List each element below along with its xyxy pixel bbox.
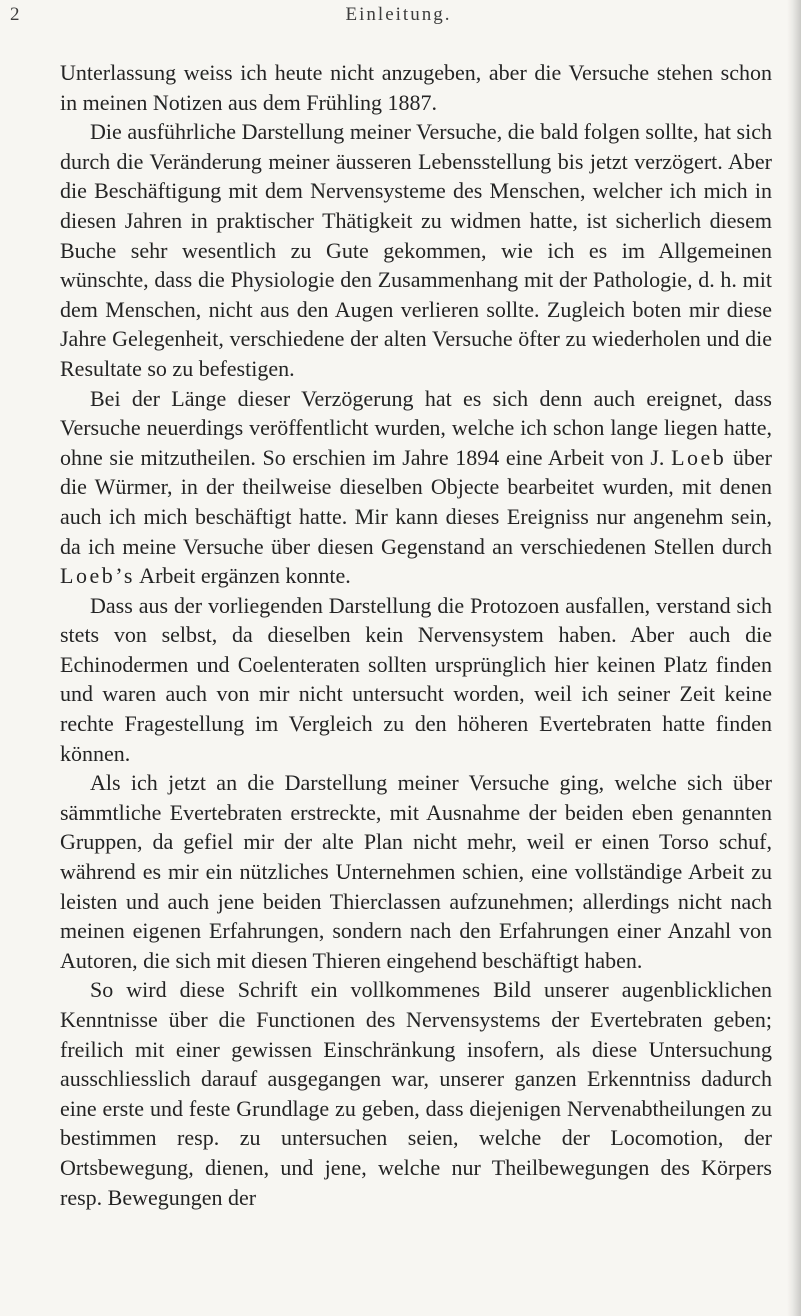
running-head-title: Einleitung. [345, 4, 452, 25]
paragraph-5: Als ich jetzt an die Darstellung meiner Versuche ging, welche sich über sämmtliche Evertebraten erstreckte, mit Ausnahme der beiden eben genannten Gruppen, da gefiel mir der alte Plan nicht mehr, weil er einen Torso schuf, während es mir ein nützliches Unternehmen schien, eine vollständige Arbeit zu leisten und auch jene beiden Thierclassen aufzunehmen; allerdings nicht nach meinen eigenen Erfahrungen, sondern nach den Erfahrungen einer Anzahl von Autoren, die sich mit diesen Thieren eingehend beschäftigt haben. [60, 770, 772, 973]
author-name-loeb-possessive: Loeb’s [60, 563, 135, 589]
paragraph-3-text-start: Bei der Länge dieser Verzögerung hat es sich denn auch ereignet, dass Versuche neuerdings veröffentlicht wurden, welche ich schon lange liegen hatte, ohne sie mitzutheilen. So erschien im Jahre 1894 eine Arbeit von J. [60, 385, 772, 470]
paragraph-6: So wird diese Schrift ein vollkommenes Bild unserer augenblicklichen Kenntnisse über die Functionen des Nervensystems der Evertebraten geben; freilich mit einer gewissen Einschränkung insofern, als diese Untersuchung ausschliesslich darauf ausgegangen war, unserer ganzen Erkenntniss dadurch eine erste und feste Grundlage zu geben, dass diejenigen Nervenabtheilungen zu bestimmen resp. zu untersuchen seien, welche der Locomotion, der Ortsbewegung, dienen, und jene, welche nur Theilbewegungen des Körpers resp. Bewegungen der [60, 977, 772, 1210]
running-head [10, 4, 787, 30]
paragraph-2: Die ausführliche Darstellung meiner Versuche, die bald folgen sollte, hat sich durch die Veränderung meiner äusseren Lebensstellung bis jetzt verzögert. Aber die Beschäftigung mit dem Nervensysteme des Menschen, welcher ich mich in diesen Jahren in praktischer Thätigkeit zu widmen hatte, ist sicherlich diesem Buche sehr wesentlich zu Gute gekommen, wie ich es im Allgemeinen wünschte, dass die Physiologie den Zusammenhang mit der Pathologie, d. h. mit dem Menschen, nicht aus den Augen verlieren sollte. Zugleich boten mir diese Jahre Gelegenheit, verschiedene der alten Versuche öfter zu wiederholen und die Resultate so zu befestigen. [60, 119, 772, 381]
paragraph-3-text-end: Arbeit ergänzen konnte. [134, 563, 351, 589]
paragraph-3 [60, 384, 772, 591]
paragraph-1: Unterlassung weiss ich heute nicht anzugeben, aber die Versuche stehen schon in meinen Notizen aus dem Frühling 1887. [60, 60, 772, 115]
paragraph-4: Dass aus der vorliegenden Darstellung die Protozoen ausfallen, verstand sich stets von selbst, da dieselben kein Nervensystem haben. Aber auch die Echinodermen und Coelenteraten sollten ursprünglich hier keinen Platz finden und waren auch von mir nicht untersucht worden, weil ich seiner Zeit keine rechte Fragestellung im Vergleich zu den höheren Evertebraten hatte finden können. [60, 592, 772, 766]
author-name-loeb: Loeb [671, 444, 727, 470]
body-text [60, 58, 772, 1212]
page-number: 2 [10, 4, 20, 25]
paragraph-3-text-middle: über die Würmer, in der theilweise dieselben Objecte bearbeitet wurden, mit denen auch ich mich beschäftigt hatte. Mir kann dieses Ereigniss nur angenehm sein, da ich meine Versuche über diesen Gegenstand an verschiedenen Stellen durch [60, 444, 772, 559]
page-edge-shadow [787, 0, 801, 1316]
